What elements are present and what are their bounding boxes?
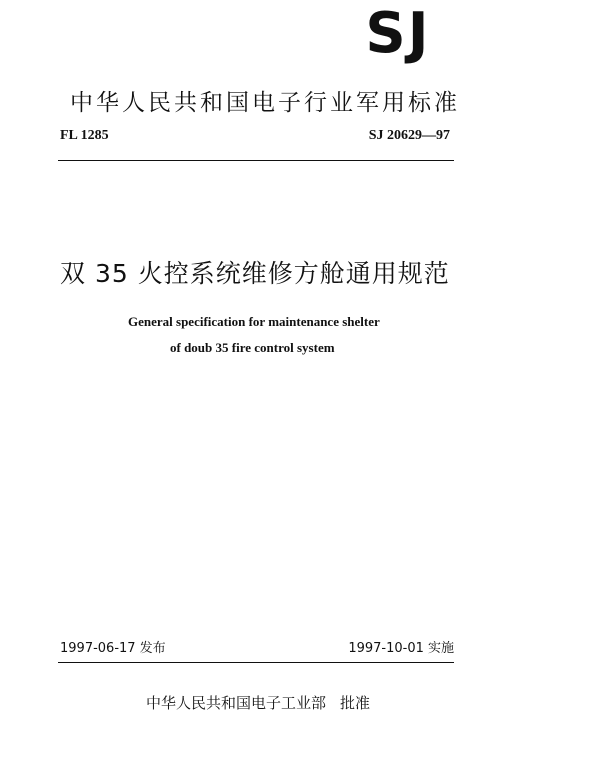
footer-divider — [58, 662, 454, 663]
header-divider — [58, 160, 454, 161]
approving-authority: 中华人民共和国电子工业部 — [146, 694, 327, 712]
standard-category-name: 中华人民共和国电子行业军用标准 — [70, 90, 460, 116]
implementation-date: 1997-10-01 实施 — [348, 641, 454, 656]
sj-logo-text: SJ — [365, 1, 431, 66]
classification-code: FL 1285 — [60, 128, 109, 143]
approval-line — [146, 692, 370, 713]
issue-date: 1997-06-17 发布 — [60, 641, 166, 656]
standard-number: SJ 20629—97 — [368, 128, 450, 143]
document-title-english-line1: General specification for maintenance shelter — [128, 314, 380, 329]
sj-logo — [348, 1, 448, 66]
document-title-chinese: 双 35 火控系统维修方舱通用规范 — [60, 259, 450, 288]
document-title-english-line2: of doub 35 fire control system — [170, 340, 335, 355]
approval-action: 批准 — [340, 694, 371, 712]
